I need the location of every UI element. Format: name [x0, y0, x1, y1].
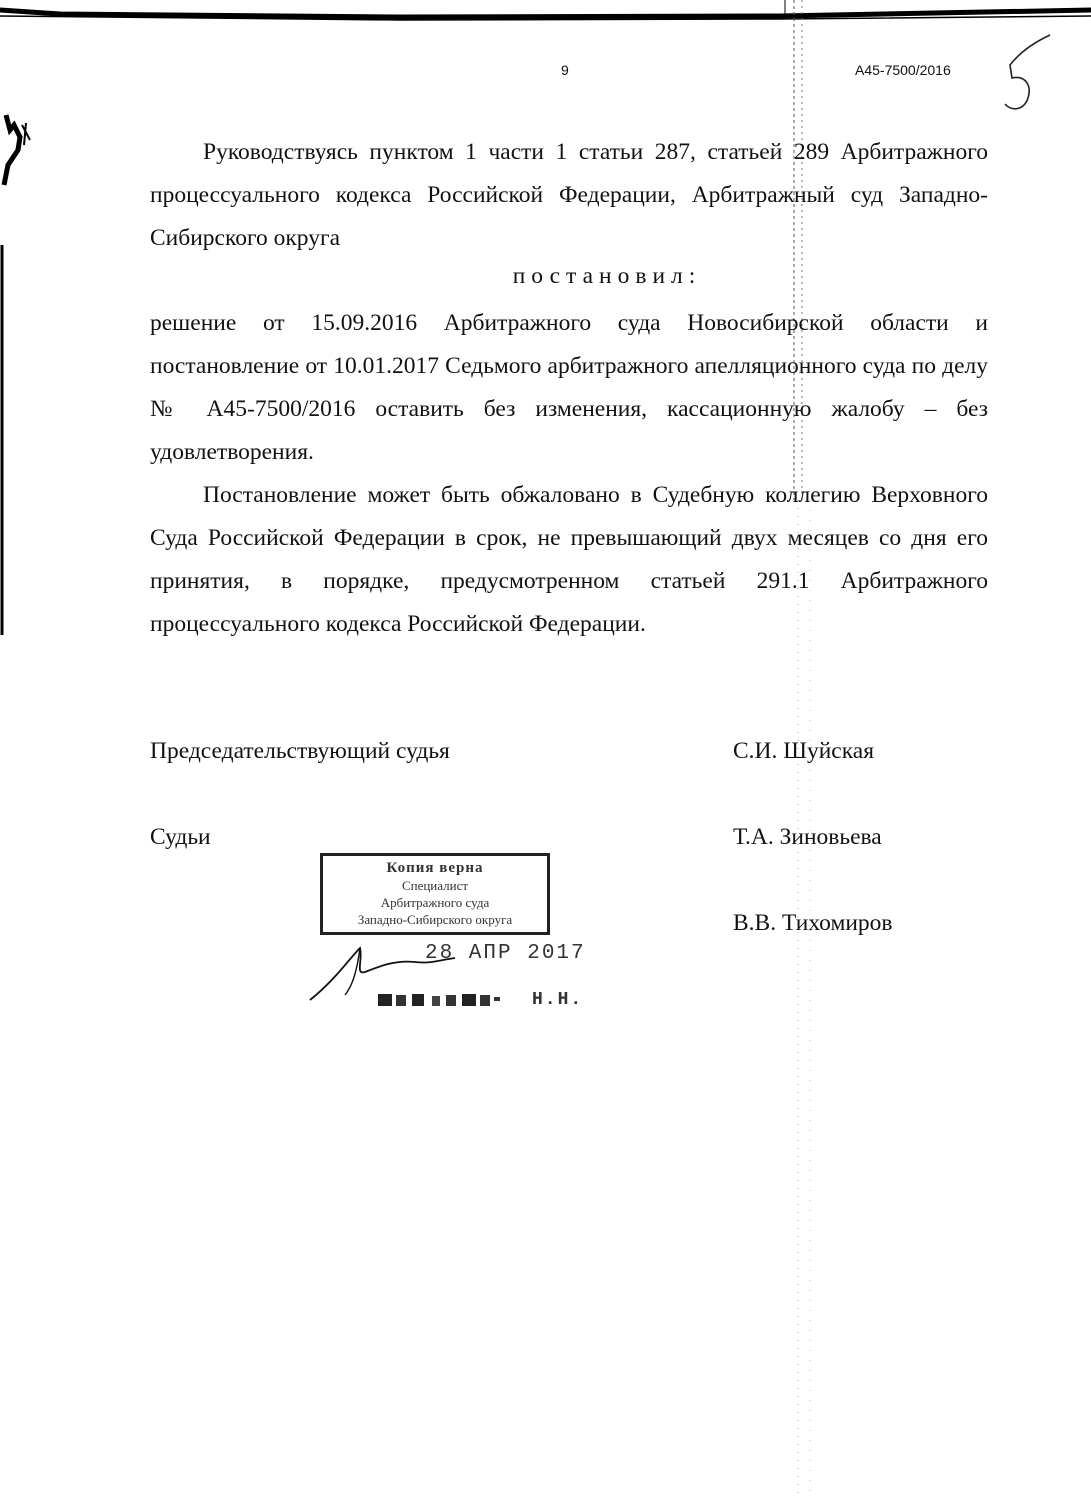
resolved-heading: постановил:: [512, 263, 702, 289]
case-number: А45-7500/2016: [855, 62, 951, 78]
presiding-judge-label: Председательствующий судья: [150, 738, 450, 764]
judges-label: Судьи: [150, 824, 211, 850]
paragraph-decision: решение от 15.09.2016 Арбитражного суда Новосибирской области и постановление от 10.01.2017 Седьмого арбитражного апелляционного суда по делу № А45-7500/2016 оставить без изменения, кассационную жалобу – без удовлетворения.: [150, 310, 988, 465]
presiding-judge-name: С.И. Шуйская: [733, 738, 875, 764]
paragraph-appeal-notice: Постановление может быть обжаловано в Судебную коллегию Верховного Суда Российской Федерации в срок, не превышающий двух месяцев со дня его принятия, в порядке, предусмотренном статьей 291.1 Арбитражного процессуального кодекса Российской Федерации.: [150, 482, 988, 637]
stamp-line-district: Западно-Сибирского округа: [357, 912, 513, 927]
paragraph-grounds: Руководствуясь пунктом 1 части 1 статьи 287, статьей 289 Арбитражного процессуального кодекса Российской Федерации, Арбитражный суд Западно-Сибирского округа: [150, 139, 988, 251]
stamp-line-court: Арбитражного суда: [380, 895, 490, 910]
page-number: 9: [561, 62, 569, 78]
scan-left-edge-mark: [0, 95, 40, 635]
stamp-specialist-name: Н.Н.: [532, 990, 584, 1010]
certification-stamp: [320, 853, 550, 935]
stamp-line-specialist: Специалист: [401, 878, 469, 893]
judge-name-2: В.В. Тихомиров: [733, 910, 893, 936]
scan-top-border: [0, 0, 1091, 22]
judge-name-1: Т.А. Зиновьева: [733, 824, 882, 850]
handwritten-page-number: [990, 30, 1060, 120]
stamp-name-smudge: [378, 990, 528, 1010]
stamp-date: 28 АПР 2017: [425, 942, 586, 965]
stamp-line-certified: Копия верна: [386, 860, 484, 876]
